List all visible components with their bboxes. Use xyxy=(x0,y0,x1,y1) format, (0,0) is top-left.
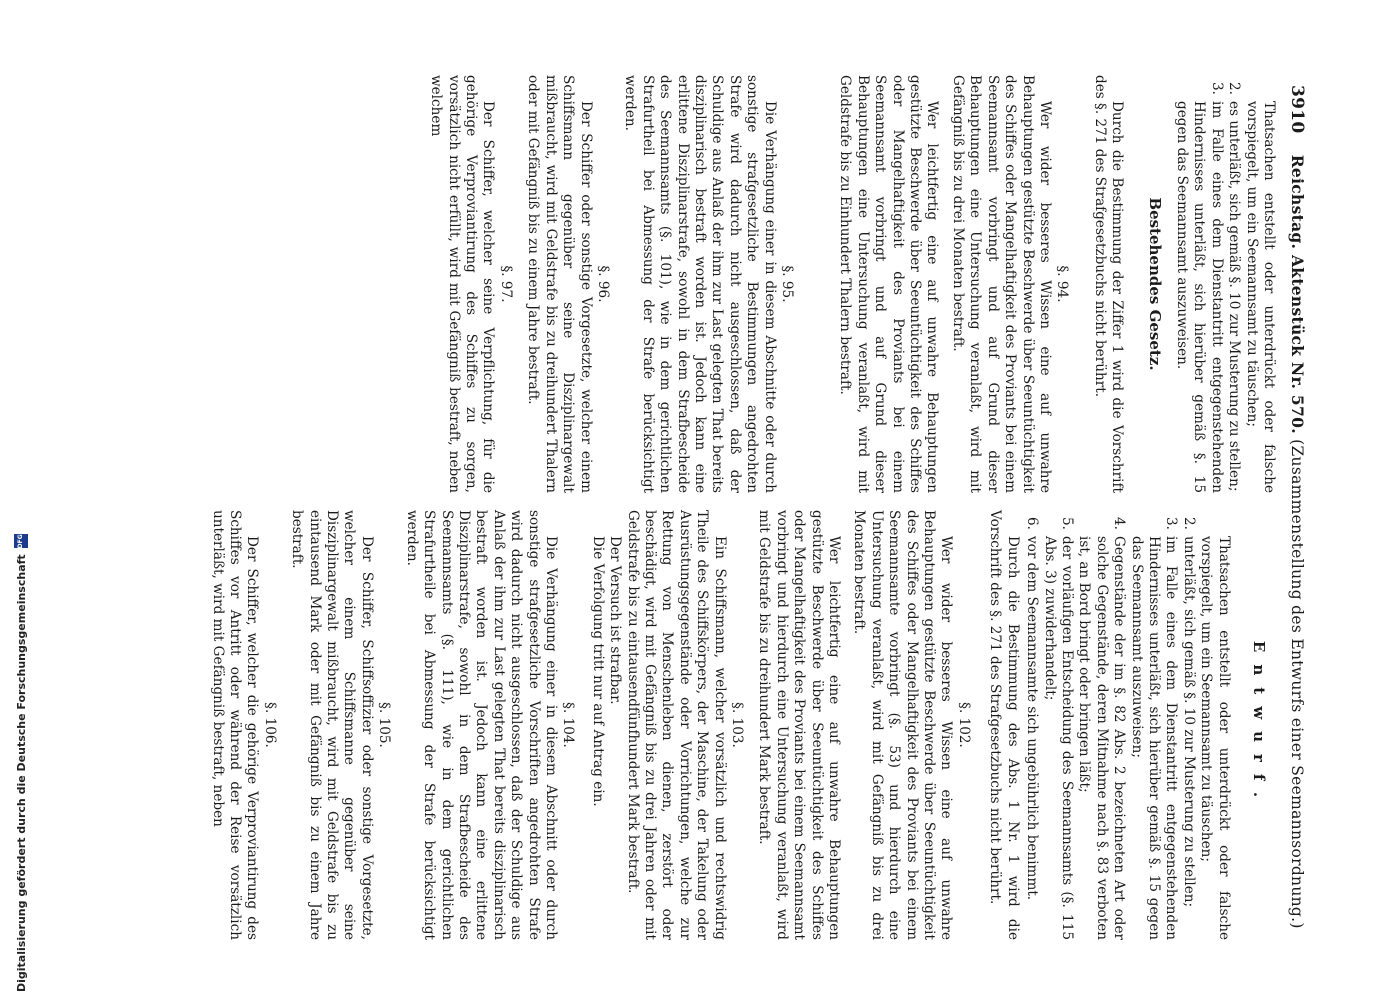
digitization-footer xyxy=(14,0,28,1000)
section-102-heading: §. 102. xyxy=(955,702,972,748)
section-94-para-2: Wer leichtfertig eine auf unwahre Behauptungen gestützte Beschwerde über Seeuntüchtigkeit des Schiffes oder Mangelhaftigkeit des Proviants bei einem Seemannsamt vorbringt und auf Grund dieser Behauptungen eine Untersuchung veranlaßt, wird mit Geldstrafe bis zu Einhundert Thalern bestraft. xyxy=(837,75,941,493)
list-item-text: im Falle eines dem Dienstantritt entgegenstehenden Hindernisses unterläßt, sich hierüber gemäß §. 15 gegen das Seemannsamt auszuweisen; xyxy=(1128,536,1180,940)
footer-text: Digitalisierung gefördert durch die Deutsche Forschungsgemeinschaft xyxy=(14,554,28,992)
list-item xyxy=(1040,510,1075,940)
section-96-para: Der Schiffer oder sonstige Vorgesetzte, welcher einem Schiffsmann gegenüber seine Disziplinargewalt mißbraucht, wird mit Geldstrafe bis zu dreihundert Thalern oder mit Gefängniß bis zu einem Jahre bestraft. xyxy=(525,75,594,493)
list-item xyxy=(1127,510,1179,940)
section-95-para: Die Verhängung einer in diesem Abschnitte oder durch sonstige strafgesetzliche Bestimmungen angedrohten Strafe wird dadurch nicht ausgeschlossen, daß der Schuldige aus Anlaß der ihm zur Last gelegten That bereits disziplinarisch bestraft worden ist. Jedoch kann eine erlittene Disziplinarstrafe, sowohl in dem Strafbescheide des Seemannsamts (§. 101), wie in dem gerichtlichen Strafurtheil bei Abmessung der Strafe berücksichtigt werden. xyxy=(622,75,778,493)
right-column xyxy=(208,510,1277,940)
list-item-number: 4. xyxy=(1111,517,1128,530)
list-item-text: Gegenstände der im §. 82 Abs. 2 bezeichneten Art oder solche Gegenstände, deren Mitnahme nach §. 83 verboten ist, an Bord bringt oder bringen läßt; xyxy=(1076,536,1128,940)
left-column-lower xyxy=(427,75,795,493)
rotated-page xyxy=(5,0,1325,1000)
right-list xyxy=(1023,510,1232,940)
section-103-heading: §. 103. xyxy=(729,702,746,748)
header-title: Reichstag. Aktenstück Nr. 570. xyxy=(1288,154,1307,434)
list-item xyxy=(1179,510,1196,940)
section-103-para-3: Die Verfolgung tritt nur auf Antrag ein. xyxy=(589,536,606,807)
section-106-para: Der Schiffer, welcher die gehörige Verproviantirung des Schiffes vor Antritt oder während der Reise vorsätzlich unterläßt, wird mit Gefängniß bestraft, neben xyxy=(209,510,261,940)
list-item-text: im Falle eines dem Dienstantritt entgegenstehenden Hindernisses unterläßt, sich hierüber gemäß §. 15 gegen das Seemannsamt auszuweisen. xyxy=(1173,101,1225,493)
list-item-number: 2. xyxy=(1180,517,1197,530)
page-header xyxy=(1287,85,1307,929)
list-item-text: Thatsachen entstellt oder unterdrückt oder falsche vorspiegelt, um ein Seemannsamt zu täuschen; xyxy=(1198,536,1232,940)
section-96-heading: §. 96. xyxy=(594,265,611,303)
right-column-title: Entwurf. xyxy=(1250,640,1268,810)
section-103-para-2: Der Versuch ist strafbar. xyxy=(607,536,624,705)
list-item-text: vor dem Seemannsamte sich ungebührlich benimmt. xyxy=(1024,536,1041,901)
list-item xyxy=(1242,75,1277,493)
list-item xyxy=(1197,510,1232,940)
section-94-para-1: Wer wider besseres Wissen eine auf unwahre Behauptungen gestützte Beschwerde über Seeuntüchtigkeit des Schiffes oder Mangelhaftigkeit des Proviants bei einem Seemannsamt vorbringt und auf Grund dieser Behauptungen eine Untersuchung veranlaßt, wird mit Gefängniß bis zu drei Monaten bestraft. xyxy=(949,75,1053,493)
section-102-para-1: Wer wider besseres Wissen eine auf unwahre Behauptungen gestützte Beschwerde über Seeuntüchtigkeit des Schiffes oder Mangelhaftigkeit des Proviants bei einem Seemannsamte vorbringt (§. 53) und hierdurch eine Untersuchung veranlaßt, wird mit Gefängniß bis zu drei Monaten bestraft. xyxy=(851,510,955,940)
section-97-para: Der Schiffer, welcher seine Verpflichtung, für die gehörige Verproviantirung des Schiffes zu sorgen, vorsätzlich nicht erfüllt, wird mit Gefängniß bestraft, neben welchem xyxy=(428,75,497,493)
section-103-para-1: Ein Schiffsmann, welcher vorsätzlich und rechtswidrig Theile des Schiffskörpers, der Maschine, der Takelung oder Ausrüstungsgegenstände oder Vorrichtungen, welche zur Rettung von Menschenleben dienen, zerstört oder beschädigt, wird mit Gefängniß bis zu drei Jahren oder mit Geldstrafe bis zu eintausendfünfhundert Mark bestraft. xyxy=(624,510,728,940)
section-102-para-2: Wer leichtfertig eine auf unwahre Behauptungen gestützte Beschwerde über Seeuntüchtigkeit des Schiffes oder Mangelhaftigkeit des Proviants bei einem Seemannsamt vorbringt und hierdurch eine Untersuchung veranlaßt, wird mit Geldstrafe bis zu dreihundert Mark bestraft. xyxy=(756,510,843,940)
list-item-text: es unterläßt, sich gemäß §. 10 zur Musterung zu stellen; xyxy=(1226,101,1243,492)
list-item-number: 5. xyxy=(1058,517,1075,530)
list-item xyxy=(1023,510,1040,940)
dfg-logo: DFG xyxy=(14,534,28,548)
list-item-text: der vorläufigen Entscheidung des Seemannsamts (§. 115 Abs. 3) zuwiderhandelt; xyxy=(1041,536,1075,940)
section-104-heading: §. 104. xyxy=(560,702,577,748)
section-97-heading: §. 97. xyxy=(497,265,514,303)
section-95-heading: §. 95. xyxy=(779,265,795,303)
left-law-note: Durch die Bestimmung der Ziffer 1 wird die Vorschrift des §. 271 des Strafgesetzbuchs nicht berührt. xyxy=(1091,75,1126,493)
list-item-number xyxy=(1197,510,1232,536)
list-item-number xyxy=(1242,75,1277,101)
section-94-heading: §. 94. xyxy=(1054,265,1071,303)
list-item xyxy=(1225,75,1242,493)
list-item xyxy=(1173,75,1225,493)
section-105-para: Der Schiffer, Schiffsoffizier oder sonstige Vorgesetzte, welcher einem Schiffsmanne gegenüber seine Disziplinargewalt mißbraucht, wird mit Geldstrafe bis zu eintausend Mark oder mit Gefängniß bis zu einem Jahre bestraft. xyxy=(289,510,375,940)
section-104-para: Die Verhängung einer in diesem Abschnitt oder durch sonstige strafgesetzliche Vorschriften angedrohten Strafe wird dadurch nicht ausgeschlossen, daß der Schuldige aus Anlaß der ihm zur Last gelegten That bereits disziplinarisch bestraft worden ist. Jedoch kann eine erlittene Disziplinarstrafe, sowohl in dem Strafbescheide des Seemannsamts (§. 111), wie in dem gerichtlichen Strafurtheile bei Abmessung der Strafe berücksichtigt werden. xyxy=(403,510,559,940)
page-number: 3910 xyxy=(1287,85,1307,134)
section-106-heading: §. 106. xyxy=(261,702,278,748)
list-item-number: 6. xyxy=(1024,517,1041,530)
left-list xyxy=(1173,75,1277,493)
list-item-number: 2. xyxy=(1226,82,1243,95)
list-item xyxy=(1075,510,1127,940)
left-column xyxy=(836,75,1277,493)
section-105-heading: §. 105. xyxy=(376,702,393,748)
list-item-number: 3. xyxy=(1208,82,1225,95)
right-law-note: Durch die Bestimmung des Abs. 1 Nr. 1 wird die Vorschrift des §. 271 des Strafgesetzbuchs nicht berührt. xyxy=(987,510,1021,940)
list-item-text: unterläßt, sich gemäß §. 10 zur Musterung zu stellen; xyxy=(1180,536,1197,908)
left-column-title: Bestehendes Gesetz. xyxy=(1145,197,1164,371)
list-item-number: 3. xyxy=(1163,517,1180,530)
list-item-text: Thatsachen entstellt oder unterdrückt oder falsche vorspiegelt, um ein Seemannsamt zu täuschen; xyxy=(1243,101,1277,493)
header-subtitle: (Zusammenstellung des Entwurfs einer Seemannsordnung.) xyxy=(1288,439,1306,929)
